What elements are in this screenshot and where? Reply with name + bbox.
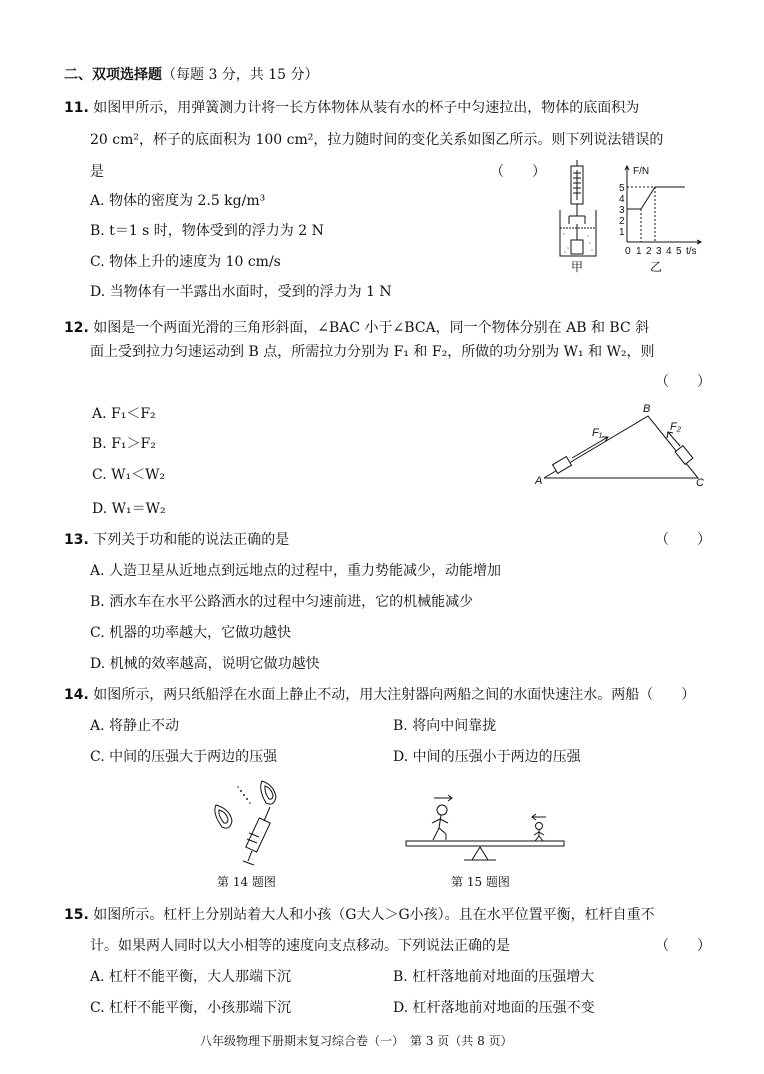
q12-option-c: C. W₁＜W₂ [92,467,166,483]
q12-fig-label-f2: F₂ [670,421,681,433]
q14-option-d: D. 中间的压强小于两边的压强 [393,749,581,765]
q12-text-1: 如图是一个两面光滑的三角形斜面，∠BAC 小于∠BCA，同一个物体分别在 AB 和 BC 斜 [93,320,650,336]
q12-fig-label-b: B [643,403,651,415]
q14-number: 14. [64,687,89,703]
q11-graph-ytick-1: 1 [619,227,625,238]
q11-graph-ylabel: F/N [633,166,650,177]
q13-option-a: A. 人造卫星从近地点到远地点的过程中，重力势能减少，动能增加 [90,563,502,579]
q15-option-b: B. 杠杆落地前对地面的压强增大 [393,969,595,985]
q11-graph-ytick-3: 3 [619,205,625,216]
q11-figure-yi-label: 乙 [650,260,663,274]
q11-option-c: C. 物体上升的速度为 10 cm/s [90,254,281,270]
q15-line1 [64,904,655,924]
q11-number: 11. [64,100,89,116]
q12-option-d: D. W₁＝W₂ [92,501,166,517]
q12-figure-incline [530,398,710,490]
q13-option-d: D. 机械的效率越高，说明它做功越快 [90,656,320,672]
section-title: 二、双项选择题 [64,67,162,83]
q15-number: 15. [64,907,89,923]
q15-option-a: A. 杠杆不能平衡，大人那端下沉 [90,969,292,985]
q12-text-2: 面上受到拉力匀速运动到 B 点，所需拉力分别为 F₁ 和 F₂，所做的功分别为 W₁ 和 W₂，则 [90,344,655,360]
q11-graph-xtick-4: 4 [666,246,672,257]
q12-option-b: B. F₁＞F₂ [92,436,156,452]
q11-option-b: B. t＝1 s 时，物体受到的浮力为 2 N [90,223,324,239]
q11-option-a: A. 物体的密度为 2.5 kg/m³ [90,193,266,209]
q15-option-d: D. 杠杆落地前对地面的压强不变 [393,1000,595,1016]
q12-line1 [64,317,649,337]
q14-figure-boats-syringe [200,775,295,870]
q13-option-c: C. 机器的功率越大，它做功越快 [90,625,292,641]
q12-fig-label-a: A [535,475,543,487]
q11-figure-jia [555,158,615,273]
q12-fig-label-c: C [696,477,704,489]
q15-figure-caption: 第 15 题图 [451,875,510,889]
q14-stem: 如图所示，两只纸船浮在水面上静止不动，用大注射器向两船之间的水面快速注水。两船（ ） [93,687,696,703]
q11-graph-xlabel: t/s [686,246,697,257]
q11-text-1: 如图甲所示，用弹簧测力计将一长方体物体从装有水的杯子中匀速拉出，物体的底面积为 [93,100,640,116]
q11-answer-bracket: （ ） [490,164,546,180]
q11-graph-xtick-2: 2 [646,246,652,257]
q11-text-3: 是 [90,164,104,180]
q14-option-c: C. 中间的压强大于两边的压强 [90,749,278,765]
q13-answer-bracket: （ ） [655,532,711,548]
q12-answer-bracket: （ ） [655,374,711,390]
q12-fig-label-f1: F₁ [592,427,603,439]
q14-option-a: A. 将静止不动 [90,718,180,734]
q11-graph-ytick-2: 2 [619,216,625,227]
section-note: （每题 3 分，共 15 分） [162,67,319,83]
q13-number: 13. [64,532,89,548]
q15-answer-bracket: （ ） [655,938,711,954]
q11-option-d: D. 当物体有一半露出水面时，受到的浮力为 1 N [90,284,392,300]
q11-graph-xtick-3: 3 [656,246,662,257]
q11-text-2: 20 cm²，杯子的底面积为 100 cm²，拉力随时间的变化关系如图乙所示。则下列说法错误的 [90,132,664,148]
q11-graph-xtick-5: 5 [676,246,682,257]
q11-figure-yi-graph [615,160,705,260]
q11-line1 [64,97,639,117]
q14-figure-caption: 第 14 题图 [217,875,276,889]
q15-text-2: 计。如果两人同时以大小相等的速度向支点移动。下列说法正确的是 [90,938,510,954]
page-footer: 八年级物理下册期末复习综合卷（一） 第 3 页（共 8 页） [200,1034,513,1048]
q11-graph-xtick-1: 1 [636,246,642,257]
q15-text-1: 如图所示。杠杆上分别站着大人和小孩（G大人＞G小孩）。且在水平位置平衡，杠杆自重不 [93,907,655,923]
q11-graph-xtick-0: 0 [625,246,631,257]
q14-line1 [64,684,695,704]
section-header [64,64,319,84]
q11-graph-ytick-5: 5 [619,183,625,194]
q13-line1 [64,529,289,549]
q13-stem: 下列关于功和能的说法正确的是 [93,532,290,548]
q11-graph-ytick-4: 4 [619,194,625,205]
q13-option-b: B. 洒水车在水平公路洒水的过程中匀速前进，它的机械能减少 [90,594,474,610]
q11-figure-jia-label: 甲 [571,260,584,274]
q15-option-c: C. 杠杆不能平衡，小孩那端下沉 [90,1000,292,1016]
q14-option-b: B. 将向中间靠拢 [393,718,497,734]
q12-option-a: A. F₁＜F₂ [92,406,156,422]
q12-number: 12. [64,320,89,336]
q15-figure-seesaw [400,790,570,868]
